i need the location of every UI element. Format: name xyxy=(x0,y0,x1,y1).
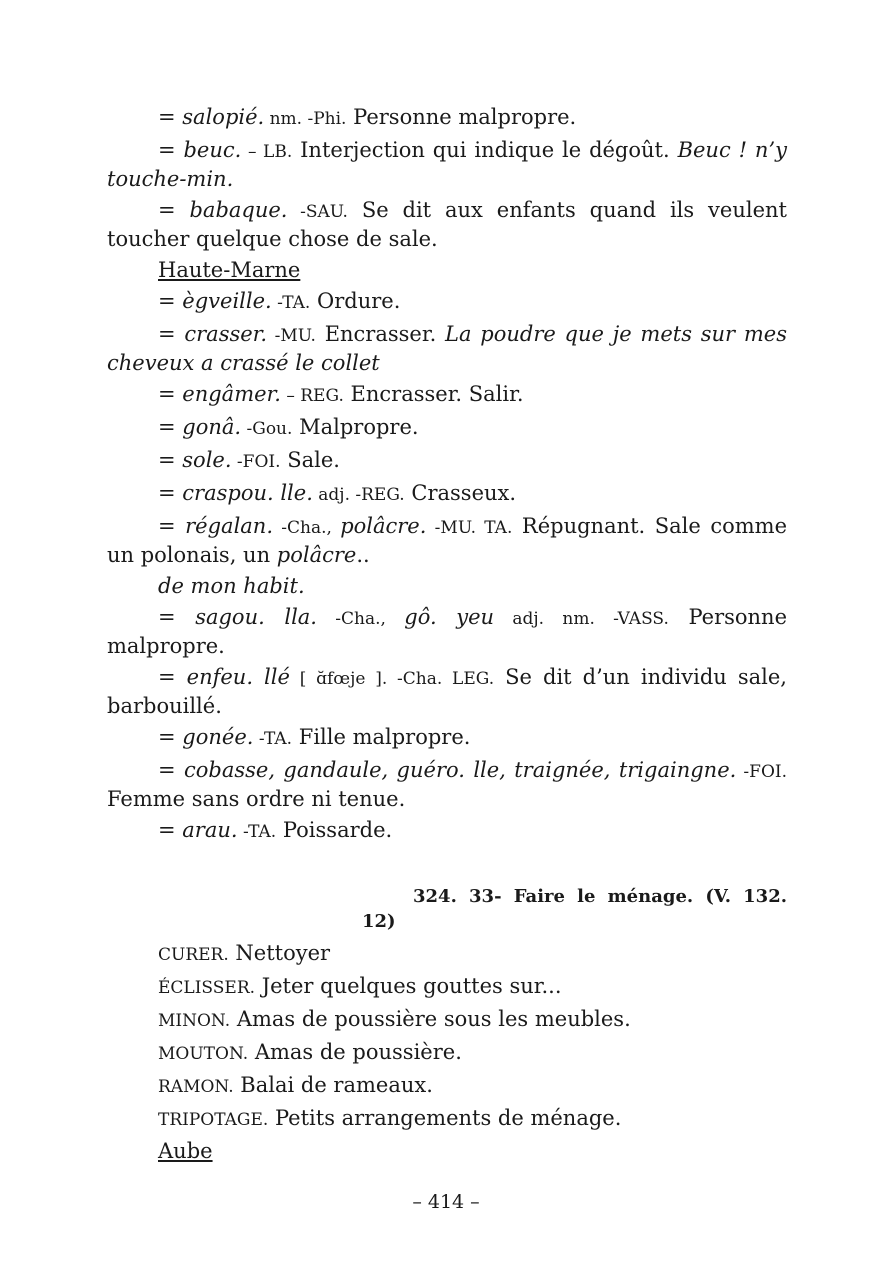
entry-def: Sale. xyxy=(280,448,340,472)
entry-term: gonée. xyxy=(182,725,254,749)
entry-term: salopié. xyxy=(182,105,265,129)
page-number: – 414 – xyxy=(412,1191,480,1213)
entries-group-haute-marne xyxy=(107,288,787,509)
entry-def: Femme sans ordre ni tenue. xyxy=(107,787,406,811)
glossary-word: RAMON. xyxy=(158,1077,234,1097)
entry-pre: = xyxy=(158,448,183,472)
section-title: 324. 33- Faire le ménage. (V. 132. 12) xyxy=(362,886,787,932)
glossary-item xyxy=(107,1105,787,1134)
entry-abbr1: -FOI. xyxy=(736,762,787,782)
entry-term: babaque. xyxy=(189,198,288,222)
region-heading-haute-marne: Haute-Marne xyxy=(158,258,301,282)
entry-pre: = xyxy=(158,481,183,505)
dictionary-entry xyxy=(107,757,787,813)
glossary-list xyxy=(107,940,787,1134)
entry-abbr1: -Gou. xyxy=(241,419,293,439)
glossary-item xyxy=(107,1039,787,1068)
glossary-definition: Petits arrangements de ménage. xyxy=(268,1106,622,1130)
dictionary-entry xyxy=(107,288,787,317)
orphan-line: de mon habit. xyxy=(158,574,305,598)
entry-enfeu: = enfeu. llé [ ɑ̆fœje ]. -Cha. LEG. Se dit d’un individu sale, barbouillé. xyxy=(107,665,787,718)
glossary-definition: Balai de rameaux. xyxy=(233,1073,433,1097)
entry-pre: = xyxy=(158,198,190,222)
entry-pre: = xyxy=(158,322,185,346)
glossary-item xyxy=(107,1006,787,1035)
entry-example: Beuc ! n’y touche-min. xyxy=(107,138,787,191)
entry-pre: = xyxy=(158,725,183,749)
entry-def: Personne malpropre. xyxy=(346,105,577,129)
glossary-item xyxy=(107,940,787,969)
entry-term: arau. xyxy=(182,818,238,842)
region-heading-aube: Aube xyxy=(158,1139,213,1163)
glossary-word: TRIPOTAGE. xyxy=(158,1110,269,1130)
entry-abbr1: -FOI. xyxy=(231,452,281,472)
glossary-item xyxy=(107,1072,787,1101)
entry-pre: = xyxy=(158,415,183,439)
dictionary-entry xyxy=(107,321,787,377)
glossary-definition: Nettoyer xyxy=(228,941,331,965)
entries-group-top xyxy=(107,104,787,253)
entry-abbr1: nm. -Phi. xyxy=(264,109,347,129)
entry-sagou: = sagou. lla. -Cha., gô. yeu adj. nm. -VASS. Personne malpropre. xyxy=(107,605,788,658)
entry-def: Poissarde. xyxy=(276,818,393,842)
entry-def: Interjection qui indique le dégoût. xyxy=(292,138,678,162)
entry-abbr1: -SAU. xyxy=(287,202,348,222)
entry-pre: = xyxy=(158,138,184,162)
entry-regalan: = régalan. -Cha., polâcre. -MU. TA. Répugnant. Sale comme un polonais, un polâcre.. xyxy=(107,514,787,567)
entry-abbr1: -MU. xyxy=(267,326,316,346)
entry-term: craspou. lle. xyxy=(182,481,313,505)
entry-term: sole. xyxy=(182,448,232,472)
glossary-definition: Amas de poussière sous les meubles. xyxy=(230,1007,631,1031)
entries-group-bottom xyxy=(107,724,787,846)
glossary-word: CURER. xyxy=(158,945,229,965)
glossary-word: ÉCLISSER. xyxy=(158,978,256,998)
entry-pre: = xyxy=(158,818,183,842)
entry-term: crasser. xyxy=(184,322,268,346)
dictionary-entry xyxy=(107,137,787,193)
entry-def: Encrasser. xyxy=(315,322,446,346)
dictionary-entry xyxy=(107,197,787,253)
entry-abbr1: -TA. xyxy=(253,729,293,749)
entry-abbr1: adj. -REG. xyxy=(312,485,405,505)
entry-term: gonâ. xyxy=(182,415,242,439)
entry-pre: = xyxy=(158,382,183,406)
dictionary-entry xyxy=(107,724,787,753)
glossary-word: MOUTON. xyxy=(158,1044,249,1064)
glossary-definition: Jeter quelques gouttes sur... xyxy=(255,974,562,998)
dictionary-entry xyxy=(107,381,787,410)
entry-example: La poudre que je mets sur mes cheveux a crassé le collet xyxy=(107,322,787,375)
entry-def: Crasseux. xyxy=(404,481,517,505)
entry-abbr1: – REG. xyxy=(280,386,344,406)
dictionary-entry xyxy=(107,480,787,509)
dictionary-entry xyxy=(107,817,787,846)
entry-def: Fille malpropre. xyxy=(292,725,471,749)
glossary-definition: Amas de poussière. xyxy=(248,1040,462,1064)
entry-def: Ordure. xyxy=(310,289,401,313)
glossary-word: MINON. xyxy=(158,1011,231,1031)
entry-term: engâmer. xyxy=(182,382,281,406)
dictionary-entry xyxy=(107,104,787,133)
entry-pre: = xyxy=(158,105,183,129)
entry-term: beuc. xyxy=(183,138,242,162)
entry-def: Encrasser. Salir. xyxy=(343,382,524,406)
entry-def: Se dit aux enfants quand ils veulent toucher quelque chose de sale. xyxy=(107,198,787,251)
entry-abbr1: -TA. xyxy=(271,293,311,313)
entry-abbr1: – LB. xyxy=(241,142,293,162)
entry-term: ègveille. xyxy=(182,289,272,313)
entry-pre: = xyxy=(158,289,183,313)
entry-def: Malpropre. xyxy=(292,415,419,439)
glossary-item xyxy=(107,973,787,1002)
dictionary-entry xyxy=(107,414,787,443)
dictionary-entry xyxy=(107,447,787,476)
entry-pre: = xyxy=(158,758,184,782)
document-body xyxy=(107,104,787,1169)
entry-abbr1: -TA. xyxy=(237,822,277,842)
entry-term: cobasse, gandaule, guéro. lle, traignée, trigaingne. xyxy=(183,758,737,782)
